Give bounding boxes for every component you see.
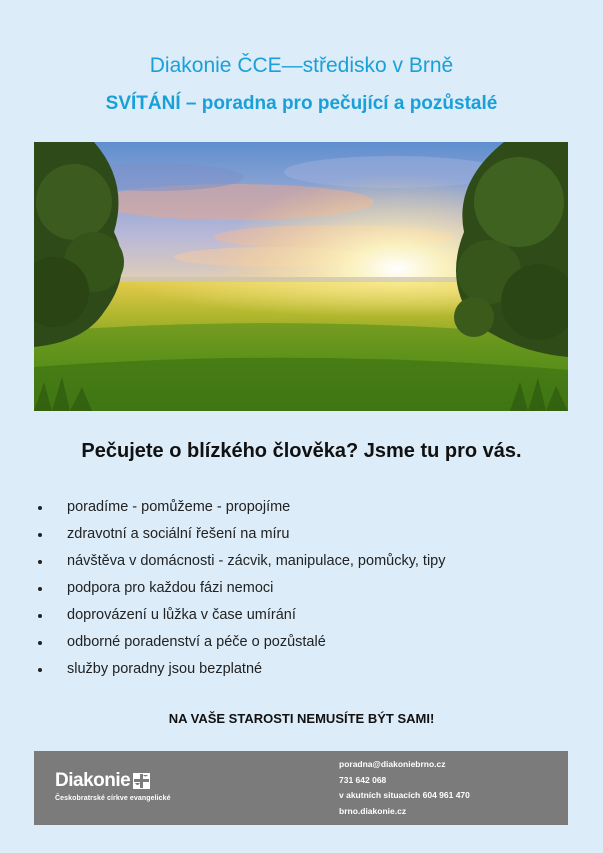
sunrise-meadow-photo [34,142,568,411]
logo-subtitle: Českobratrské církve evangelické [55,795,171,802]
bullet-icon [38,614,42,618]
bullet-icon [38,560,42,564]
footer-bar [34,751,568,825]
email-link[interactable]: poradna@diakoniebrno.cz [339,759,446,769]
bullet-icon [38,668,42,672]
service-title: SVÍTÁNÍ – poradna pro pečující a pozůstalé [105,93,498,114]
bullet-icon [38,533,42,537]
bullet-icon [38,641,42,645]
organization-title: Diakonie ČCE—středisko v Brně [149,54,454,77]
cross-cup-icon [133,773,150,794]
headline: Pečujete o blízkého člověka? Jsme tu pro vás. [81,440,522,462]
tagline: NA VAŠE STAROSTI NEMUSÍTE BÝT SAMI! [168,711,435,726]
logo-word: Diakonie [55,770,131,791]
contact-block [339,757,470,819]
bullet-icon [38,587,42,591]
diakonie-logo [55,771,171,803]
bullet-icon [38,506,42,510]
emergency-phone: v akutních situacích 604 961 470 [339,790,470,800]
website-link[interactable]: brno.diakonie.cz [339,805,407,816]
phone-number: 731 642 068 [339,774,387,785]
